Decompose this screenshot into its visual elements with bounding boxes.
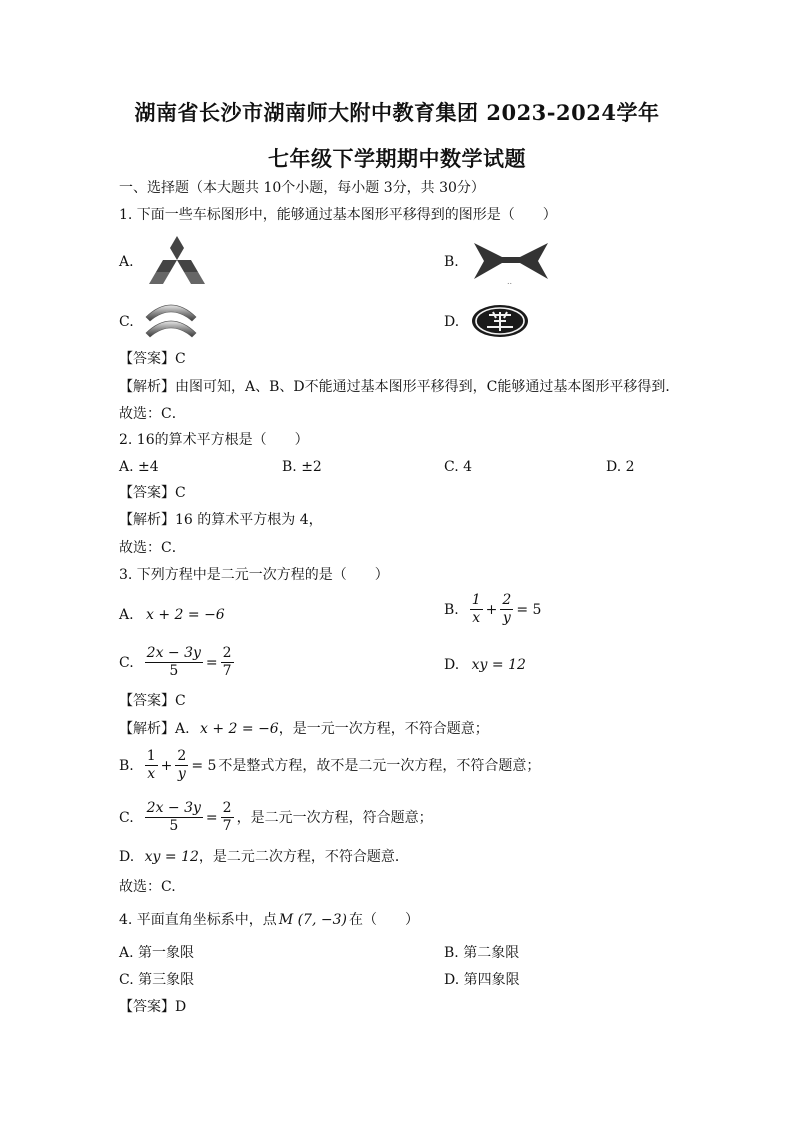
analysis-c-fraction-2: $\frac{2}{7}$ [222,800,232,834]
q3-option-a-label: A. [119,607,134,623]
q3-stem: 3. 下列方程中是二元一次方程的是（ ） [119,567,389,583]
q4-point: M (7, −3) [278,912,347,928]
analysis-a-equation: x + 2 = −6 [200,721,279,737]
q3-option-b-label: B. [444,601,459,618]
q1-option-d-label: D. [444,314,460,330]
q4-stem-end: 在（ ） [348,912,419,928]
q2-option-d: D. 2 [606,459,635,475]
q3-option-a-equation: x + 2 = −6 [146,607,225,623]
q1-option-c-label: C. [119,314,134,330]
q3-option-b-fraction-1: $\frac{1}{x}$ [471,592,481,626]
analysis-b-fraction-2: $\frac{2}{y}$ [177,748,187,782]
analysis-b-text: 不是整式方程，故不是二元一次方程，不符合题意； [218,757,541,774]
analysis-c-fraction-1: $\frac{2x - 3y}{5}$ [146,800,201,834]
q3-option-d-label: D. [444,657,460,673]
q2-stem: 2. 16的算术平方根是（ ） [119,432,309,448]
q1-answer: 【答案】C [119,351,186,367]
q3-answer: 【答案】C [119,693,186,709]
q1-stem: 1. 下面一些车标图形中，能够通过基本图形平移得到的图形是（ ） [119,207,557,223]
q3-option-b-rhs: = 5 [516,601,542,618]
q2-answer: 【答案】C [119,485,186,501]
q3-option-b [444,592,541,627]
q2-option-a: A. ±4 [119,459,159,475]
q3-conclusion: 故选：C. [119,879,176,895]
plus-sign: + [485,601,498,618]
plus-sign: + [160,757,173,774]
title-line-1: 湖南省长沙市湖南师大附中教育集团 2023-2024学年 [134,100,660,125]
analysis-c-text: ，是二元一次方程，符合题意； [236,809,433,826]
analysis-b-label: B. [119,757,134,774]
q3-analysis-b [119,748,540,783]
section-heading: 一、选择题（本大题共 10个小题，每小题 3分，共 30分） [119,180,485,196]
analysis-c-label: C. [119,809,134,826]
q3-option-a [119,605,225,625]
q4-stem [119,910,419,930]
q4-option-d: D. 第四象限 [444,972,520,988]
equals-sign: = [205,654,218,671]
q3-analysis-a [119,719,489,739]
q2-analysis: 【解析】16 的算术平方根为 4， [119,512,323,528]
q3-option-b-fraction-2: $\frac{2}{y}$ [502,592,512,626]
analysis-b-rhs: = 5 [191,757,217,774]
q4-option-b: B. 第二象限 [444,945,520,961]
q3-option-d [444,655,526,675]
faw-logo-image [471,304,529,338]
title-line-2: 七年级下学期期中数学试题 [268,146,526,171]
q1-option-b-caption: .. [507,277,513,286]
q2-conclusion: 故选：C． [119,540,186,556]
q1-analysis: 【解析】由图可知，A、B、D不能通过基本图形平移得到，C能够通过基本图形平移得到． [119,379,680,395]
analysis-label: 【解析】A. [119,721,190,737]
mitsubishi-logo-image [148,236,206,286]
analysis-d-equation: xy = 12 [144,849,199,865]
q3-option-c [119,645,235,680]
q3-option-c-label: C. [119,654,134,671]
q1-option-a-label: A. [119,254,134,270]
q4-stem-text: 4. 平面直角坐标系中，点 [119,912,277,928]
q3-option-d-equation: xy = 12 [471,657,526,673]
analysis-d-text: ，是二元二次方程，不符合题意． [198,849,409,865]
equals-sign: = [205,809,218,826]
q4-option-c: C. 第三象限 [119,972,195,988]
q4-answer: 【答案】D [119,999,187,1015]
q2-option-b: B. ±2 [282,459,322,475]
q4-option-a: A. 第一象限 [119,945,195,961]
analysis-a-text: ，是一元一次方程，不符合题意； [278,721,489,737]
q1-option-b-label: B. [444,254,459,270]
analysis-d-label: D. [119,849,135,865]
q3-option-c-fraction-2: $\frac{2}{7}$ [222,645,232,679]
chevron-logo-image [144,297,198,341]
q2-option-c: C. 4 [444,459,473,475]
q3-option-c-fraction-1: $\frac{2x - 3y}{5}$ [146,645,201,679]
q1-conclusion: 故选：C． [119,406,186,422]
q3-analysis-c [119,800,433,835]
q3-analysis-d [119,847,409,867]
analysis-b-fraction-1: $\frac{1}{x}$ [146,748,156,782]
